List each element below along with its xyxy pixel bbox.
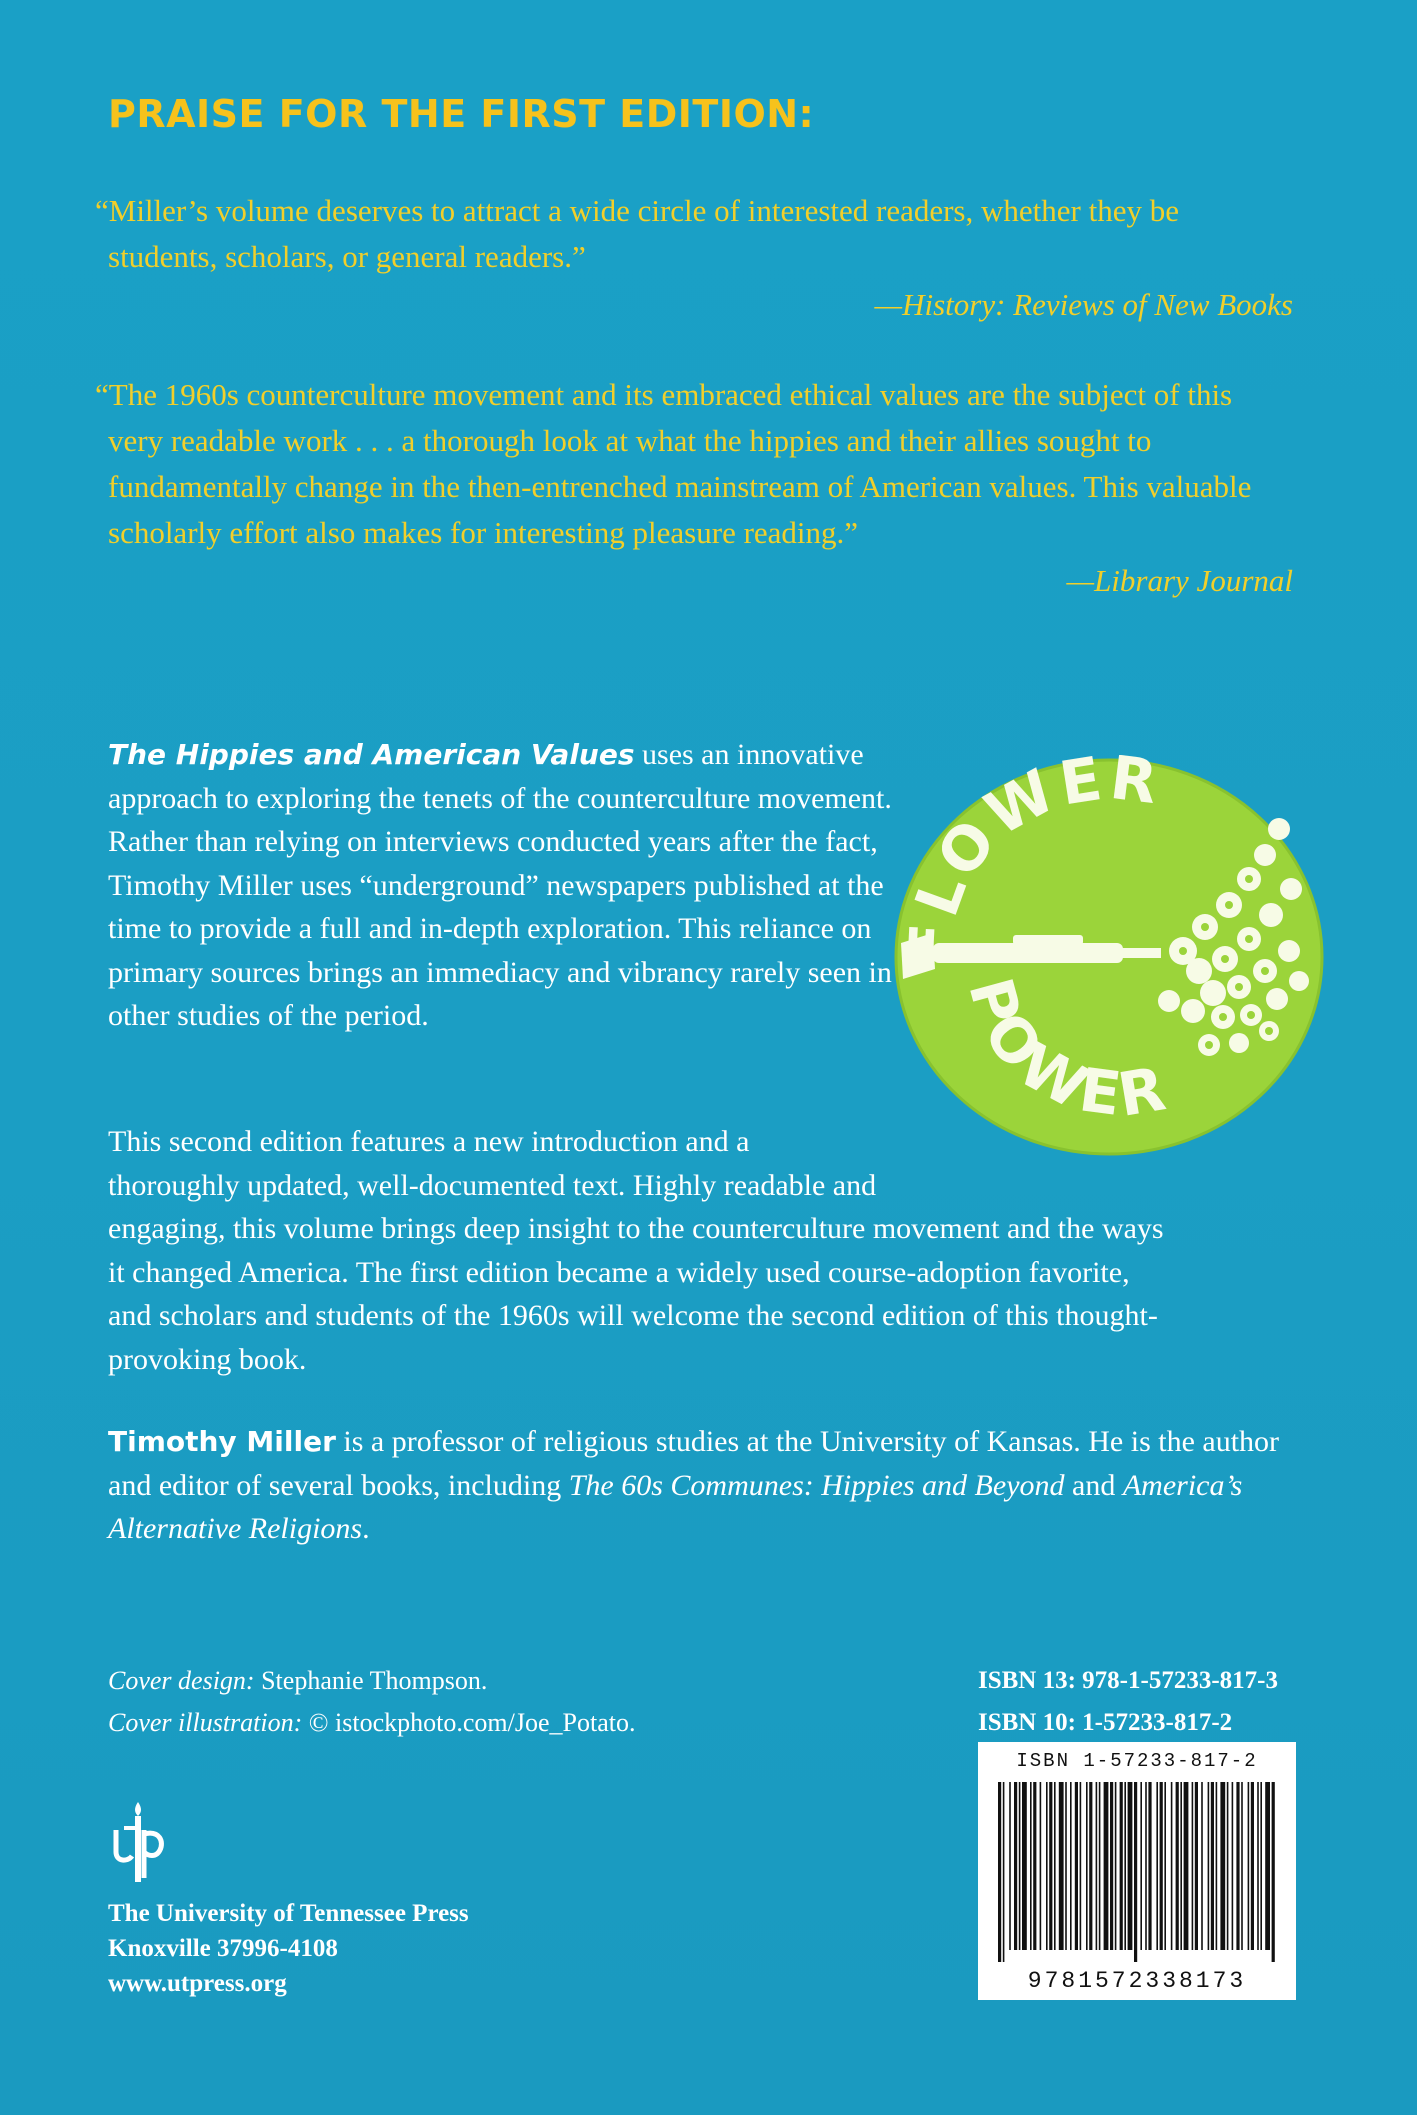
barcode-bar — [1180, 1782, 1182, 1950]
paragraph-line: provoking book. — [108, 1342, 307, 1376]
cover-design-value: Stephanie Thompson. — [254, 1666, 488, 1695]
barcode-bar — [1009, 1782, 1011, 1950]
quote-text: “The 1960s counterculture movement and its embraced ethical values are the subject of this very readable work . . . a thorough look at what the hippies and their allies sought to fundamentally change in the then-entrenched mainstream of American values. This valuable scholarly effort also makes for interesting pleasure reading.” — [95, 377, 1252, 550]
barcode-bar — [1033, 1782, 1036, 1950]
barcode-bar — [1192, 1782, 1194, 1950]
paragraph-line: and scholars and students of the 1960s will welcome the second edition of this thought- — [108, 1299, 1158, 1332]
barcode-top-label: ISBN 1-57233-817-2 — [1016, 1750, 1258, 1772]
description-text: uses an innovative approach to exploring the tenets of the counterculture movement. Rather than relying on interviews conducted years after the fact, Timothy Miller uses “underground” newspapers published at the time to provide a full and in-depth exploration. This reliance on primary sources brings an immediacy and vibrancy rarely seen in other studies of the period. — [108, 738, 892, 1032]
barcode-bar — [1148, 1782, 1151, 1950]
utp-logo — [108, 1800, 168, 1889]
barcode — [978, 1742, 1296, 2000]
barcode-bar — [1128, 1782, 1133, 1950]
barcode-bar — [1216, 1782, 1218, 1950]
isbn-13: ISBN 13: 978-1-57233-817-3 — [978, 1667, 1278, 1694]
barcode-bar — [1260, 1782, 1262, 1950]
publisher-city: Knoxville 37996-4108 — [108, 1935, 338, 1962]
barcode-bar — [1096, 1782, 1098, 1950]
barcode-bar — [1184, 1782, 1189, 1950]
cover-illustration-credit — [108, 1702, 635, 1744]
author-bio — [108, 1420, 1308, 1551]
description-paragraph-1 — [108, 733, 898, 1038]
barcode-bar — [1046, 1782, 1048, 1950]
quote-text: “Miller’s volume deserves to attract a wide circle of interested readers, whether they be students, scholars, or general readers.” — [95, 193, 1179, 274]
barcode-bar — [1019, 1782, 1021, 1950]
badge-word-bottom: POWER — [954, 970, 1175, 1131]
description-paragraph-2 — [108, 1120, 1318, 1381]
quote-source: —History: Reviews of New Books — [874, 287, 1293, 322]
author-bio-text: is a professor of religious studies at the University of Kansas. He is the author and editor of several books, including — [108, 1425, 1280, 1502]
barcode-bar — [1265, 1782, 1270, 1950]
book-title: The Hippies and American Values — [108, 738, 635, 771]
barcode-bar — [1257, 1782, 1259, 1950]
barcode-bar — [1248, 1782, 1250, 1950]
barcode-bar — [1049, 1782, 1052, 1950]
barcode-bar — [1208, 1782, 1210, 1950]
barcode-number: 9781572338173 — [1027, 1968, 1247, 1994]
barcode-bar — [1110, 1782, 1113, 1950]
barcode-bar — [1232, 1782, 1234, 1950]
barcode-bars — [996, 1782, 1278, 1962]
author-bio-end: . — [362, 1512, 370, 1545]
barcode-bar — [1040, 1782, 1042, 1950]
publisher-name: The University of Tennessee Press — [108, 1900, 469, 1927]
barcode-bar — [1201, 1782, 1203, 1950]
barcode-bar — [1003, 1782, 1005, 1962]
paragraph-line: engaging, this volume brings deep insight to the counterculture movement and the ways — [108, 1212, 1164, 1245]
barcode-bar — [1030, 1782, 1032, 1950]
barcode-bar — [998, 1782, 1001, 1962]
barcode-bar — [1075, 1782, 1078, 1950]
barcode-bar — [1080, 1782, 1082, 1950]
barcode-bar — [1014, 1782, 1017, 1950]
paragraph-line: This second edition features a new introduction and a — [108, 1125, 750, 1158]
barcode-bar — [1160, 1782, 1163, 1950]
barcode-bar — [1054, 1782, 1056, 1950]
barcode-bar — [1140, 1782, 1142, 1950]
quote-library-journal — [95, 372, 1293, 604]
badge-word-top: FLOWER — [896, 755, 1165, 966]
barcode-bar — [1156, 1782, 1158, 1950]
cover-illustration-label: Cover illustration: — [108, 1708, 303, 1737]
quote-history-reviews — [95, 188, 1293, 328]
barcode-bar — [1236, 1782, 1239, 1950]
author-name: Timothy Miller — [108, 1425, 336, 1458]
praise-heading: PRAISE FOR THE FIRST EDITION: — [108, 92, 815, 136]
barcode-bar — [1089, 1782, 1092, 1950]
flower-power-badge-graphic — [893, 755, 1330, 1160]
cover-illustration-value: © istockphoto.com/Joe_Potato. — [302, 1708, 636, 1737]
barcode-bar — [1022, 1782, 1027, 1950]
barcode-bar — [1241, 1782, 1243, 1950]
barcode-bar — [1059, 1782, 1064, 1950]
barcode-bar — [1176, 1782, 1179, 1950]
publisher-info — [108, 1896, 469, 2001]
barcode-bar — [1124, 1782, 1126, 1950]
barcode-bar — [1195, 1782, 1198, 1950]
cover-credits — [108, 1660, 635, 1744]
paragraph-line: thoroughly updated, well-documented text. Highly readable and — [108, 1168, 877, 1202]
barcode-bar — [1251, 1782, 1254, 1950]
isbn-block — [978, 1660, 1278, 1744]
isbn-10: ISBN 10: 1-57233-817-2 — [978, 1709, 1233, 1736]
barcode-bar — [1134, 1782, 1137, 1962]
paragraph-line: it changed America. The first edition became a widely used course-adoption favorite, — [108, 1255, 1130, 1289]
barcode-bar — [1099, 1782, 1101, 1950]
author-book-1: The 60s Communes: Hippies and Beyond — [568, 1468, 1065, 1502]
barcode-bar — [1171, 1782, 1173, 1950]
barcode-bar — [1115, 1782, 1117, 1950]
barcode-bar — [1086, 1782, 1088, 1950]
barcode-bar — [1120, 1782, 1123, 1950]
quote-source: —Library Journal — [1066, 563, 1293, 598]
barcode-bar — [1070, 1782, 1072, 1950]
barcode-bar — [1145, 1782, 1147, 1950]
barcode-bar — [1104, 1782, 1109, 1950]
barcode-bar — [1272, 1782, 1275, 1962]
publisher-url: www.utpress.org — [108, 1970, 287, 1997]
barcode-bar — [1065, 1782, 1067, 1950]
barcode-bar — [1227, 1782, 1229, 1950]
author-bio-and: and — [1064, 1468, 1123, 1502]
barcode-bar — [1220, 1782, 1225, 1950]
barcode-bar — [1211, 1782, 1214, 1950]
cover-design-label: Cover design: — [108, 1666, 255, 1695]
author-book-2: America’s Alternative Religions — [108, 1468, 1243, 1545]
barcode-bar — [1164, 1782, 1166, 1950]
flower-power-badge — [893, 755, 1330, 1160]
cover-design-credit — [108, 1660, 635, 1702]
utp-logo-icon — [108, 1800, 168, 1884]
